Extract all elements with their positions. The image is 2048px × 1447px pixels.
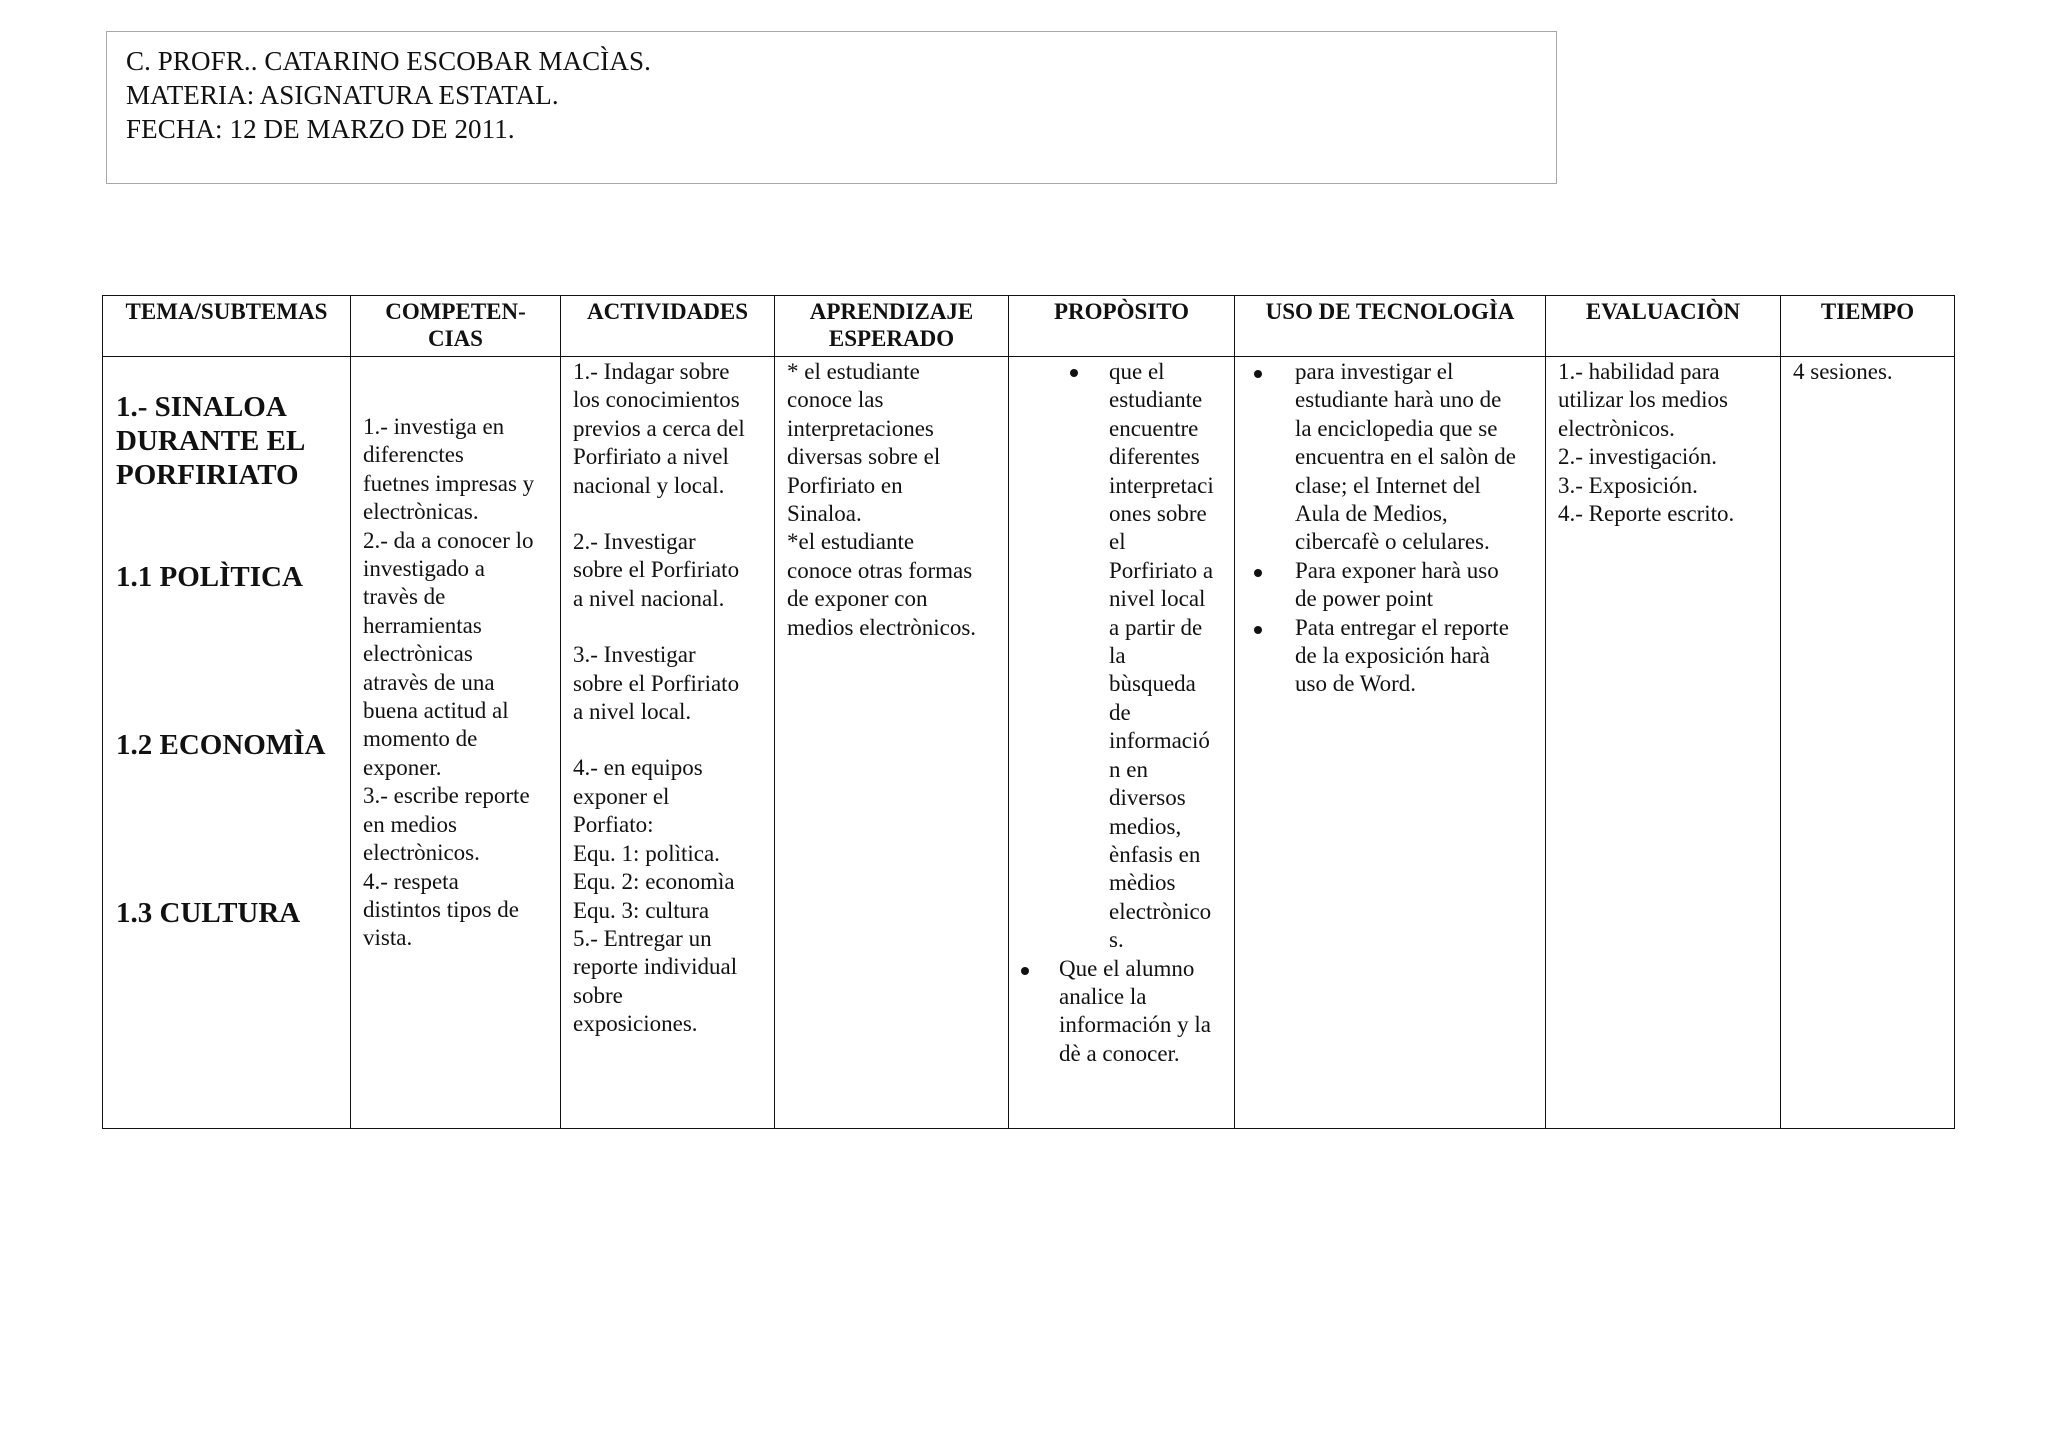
competencia-line: 2.- da a conocer lo xyxy=(363,527,534,553)
proposito-line: electrònico xyxy=(1109,898,1212,924)
evaluacion-line: 3.- Exposición. xyxy=(1558,472,1698,498)
proposito-line: dè a conocer. xyxy=(1059,1040,1180,1066)
tecnologia-line: Aula de Medios, xyxy=(1295,501,1448,527)
actividad-line: 4.- en equipos xyxy=(573,755,703,781)
aprendizaje-line: medios electrònicos. xyxy=(787,614,977,640)
tecnologia-line: Para exponer harà uso xyxy=(1295,557,1499,583)
aprendizaje-line: interpretaciones xyxy=(787,415,934,441)
proposito-line: diversos xyxy=(1109,785,1186,811)
tiempo-value: 4 sesiones. xyxy=(1793,359,1893,384)
tecnologia-line: estudiante harà uno de xyxy=(1295,387,1502,413)
tecnologia-line: Pata entregar el reporte xyxy=(1295,614,1509,640)
subtema-politica: 1.1 POLÌTICA xyxy=(116,561,303,593)
col-header-actividades: ACTIVIDADES xyxy=(561,296,775,357)
actividad-line: 3.- Investigar xyxy=(573,642,696,668)
header-row xyxy=(103,296,1955,357)
proposito-line: ènfasis en xyxy=(1109,841,1201,867)
tecnologia-item xyxy=(1235,358,1545,557)
evaluacion-line: 1.- habilidad para xyxy=(1558,359,1720,384)
col-header-evaluacion: EVALUACIÒN xyxy=(1546,296,1781,357)
actividad-line: sobre el Porfiriato xyxy=(573,557,740,583)
evaluacion-line: electrònicos. xyxy=(1558,415,1675,441)
competencia-line: electrònicas xyxy=(363,641,473,667)
col-header-tiempo: TIEMPO xyxy=(1781,296,1955,357)
bullet-icon xyxy=(1070,369,1078,377)
proposito-line: de xyxy=(1109,699,1131,725)
bullet-icon xyxy=(1254,370,1262,378)
competencia-line: electrònicos. xyxy=(363,840,480,866)
tecnologia-line: la enciclopedia que se xyxy=(1295,415,1498,441)
cell-proposito xyxy=(1009,357,1235,1129)
lesson-plan-table xyxy=(102,295,1955,1129)
col-header-proposito: PROPÒSITO xyxy=(1009,296,1235,357)
cell-tecnologia xyxy=(1235,357,1546,1129)
aprendizaje-line: Porfiriato en xyxy=(787,472,903,498)
actividad-line: a nivel local. xyxy=(573,699,692,725)
proposito-item xyxy=(1009,955,1234,1069)
actividad-line: 1.- Indagar sobre xyxy=(573,359,730,384)
competencia-line: vista. xyxy=(363,925,413,951)
evaluacion-line: utilizar los medios xyxy=(1558,387,1728,413)
aprendizaje-line: de exponer con xyxy=(787,586,928,612)
actividad-line: Porfiriato a nivel xyxy=(573,444,729,470)
competencia-line: 3.- escribe reporte xyxy=(363,783,530,809)
col-header-tema: TEMA/SUBTEMAS xyxy=(103,296,351,357)
tecnologia-line: cibercafè o celulares. xyxy=(1295,529,1490,555)
actividad-line: Equ. 3: cultura xyxy=(573,897,710,923)
cell-tema xyxy=(103,357,351,1129)
evaluacion-line: 4.- Reporte escrito. xyxy=(1558,501,1735,527)
proposito-line: mèdios xyxy=(1109,870,1176,896)
competencia-line: herramientas xyxy=(363,612,482,638)
bullet-icon xyxy=(1254,569,1262,577)
proposito-line: información y la xyxy=(1059,1012,1212,1038)
bullet-icon xyxy=(1254,626,1262,634)
tema-main: 1.- SINALOA DURANTE EL PORFIRIATO xyxy=(116,391,306,491)
proposito-line: interpretaci xyxy=(1109,472,1214,498)
aprendizaje-line: conoce las xyxy=(787,387,884,413)
actividad-line: sobre xyxy=(573,982,623,1008)
col-header-tecnologia: USO DE TECNOLOGÌA xyxy=(1235,296,1546,357)
bullet-icon xyxy=(1021,967,1029,975)
proposito-line: ones sobre xyxy=(1109,501,1207,527)
competencia-line: momento de xyxy=(363,726,478,752)
aprendizaje-line: conoce otras formas xyxy=(787,557,973,583)
actividad-line: Equ. 1: polìtica. xyxy=(573,840,720,866)
competencia-line: fuetnes impresas y xyxy=(363,470,535,496)
cell-actividades xyxy=(561,357,775,1129)
actividad-line: 2.- Investigar xyxy=(573,529,696,555)
competencia-line: en medios xyxy=(363,811,457,837)
proposito-line: bùsqueda xyxy=(1109,671,1196,697)
aprendizaje-line: * el estudiante xyxy=(787,359,920,384)
teacher-name: C. PROFR.. CATARINO ESCOBAR MACÌAS. xyxy=(126,46,651,76)
col-header-competencias: COMPETEN- CIAS xyxy=(351,296,561,357)
actividad-line: a nivel nacional. xyxy=(573,585,725,611)
cell-aprendizaje xyxy=(775,357,1009,1129)
competencia-line: 4.- respeta xyxy=(363,868,459,894)
actividad-line: exposiciones. xyxy=(573,1011,698,1037)
col-header-aprendizaje: APRENDIZAJE ESPERADO xyxy=(775,296,1009,357)
proposito-line: medios, xyxy=(1109,813,1182,839)
competencia-line: atravès de una xyxy=(363,669,495,695)
tecnologia-item xyxy=(1235,557,1545,614)
proposito-line: el xyxy=(1109,529,1126,555)
cell-tiempo xyxy=(1781,357,1955,1129)
actividad-line: nacional y local. xyxy=(573,472,725,498)
actividad-line: reporte individual xyxy=(573,954,738,980)
header-box xyxy=(106,31,1557,184)
aprendizaje-line: diversas sobre el xyxy=(787,444,941,470)
tecnologia-line: clase; el Internet del xyxy=(1295,472,1481,498)
cell-evaluacion xyxy=(1546,357,1781,1129)
actividad-line: los conocimientos xyxy=(573,387,740,413)
proposito-line: que el xyxy=(1109,359,1165,384)
competencia-line: distintos tipos de xyxy=(363,896,519,922)
subject-line: MATERIA: ASIGNATURA ESTATAL. xyxy=(126,80,559,110)
tecnologia-line: encuentra en el salòn de xyxy=(1295,444,1516,470)
proposito-line: Que el alumno xyxy=(1059,955,1195,981)
tecnologia-line: uso de Word. xyxy=(1295,671,1417,697)
tecnologia-line: de power point xyxy=(1295,586,1433,612)
aprendizaje-line: Sinaloa. xyxy=(787,501,862,527)
tecnologia-item xyxy=(1235,614,1545,699)
proposito-line: analice la xyxy=(1059,983,1147,1009)
proposito-line: diferentes xyxy=(1109,444,1200,470)
tecnologia-line: para investigar el xyxy=(1295,359,1454,384)
competencia-line: diferenctes xyxy=(363,442,464,468)
actividad-line: Equ. 2: economìa xyxy=(573,869,735,895)
actividad-line: previos a cerca del xyxy=(573,415,745,441)
competencia-line: exponer. xyxy=(363,754,442,780)
proposito-line: estudiante xyxy=(1109,387,1203,413)
competencia-line: electrònicas. xyxy=(363,499,479,525)
aprendizaje-line: *el estudiante xyxy=(787,529,915,555)
competencia-line: 1.- investiga en xyxy=(363,414,505,439)
competencia-line: buena actitud al xyxy=(363,698,509,724)
competencia-line: investigado a xyxy=(363,556,485,582)
actividad-line: sobre el Porfiriato xyxy=(573,670,740,696)
proposito-line: Porfiriato a xyxy=(1109,557,1214,583)
actividad-line: Porfiato: xyxy=(573,812,654,838)
proposito-line: nivel local xyxy=(1109,586,1206,612)
evaluacion-line: 2.- investigación. xyxy=(1558,444,1718,470)
proposito-item xyxy=(1009,357,1234,955)
proposito-line: informació xyxy=(1109,728,1210,754)
actividad-line: 5.- Entregar un xyxy=(573,925,712,951)
proposito-line: s. xyxy=(1109,927,1124,953)
proposito-line: la xyxy=(1109,643,1126,669)
actividad-line: exponer el xyxy=(573,783,670,809)
subtema-cultura: 1.3 CULTURA xyxy=(116,897,301,929)
cell-competencias xyxy=(351,357,561,1129)
date-line: FECHA: 12 DE MARZO DE 2011. xyxy=(126,114,515,144)
subtema-economia: 1.2 ECONOMÌA xyxy=(116,729,326,761)
tecnologia-line: de la exposición harà xyxy=(1295,643,1490,669)
competencia-line: travès de xyxy=(363,584,446,610)
proposito-line: encuentre xyxy=(1109,415,1199,441)
proposito-line: a partir de xyxy=(1109,614,1203,640)
table-row xyxy=(103,357,1955,1129)
proposito-line: n en xyxy=(1109,756,1148,782)
